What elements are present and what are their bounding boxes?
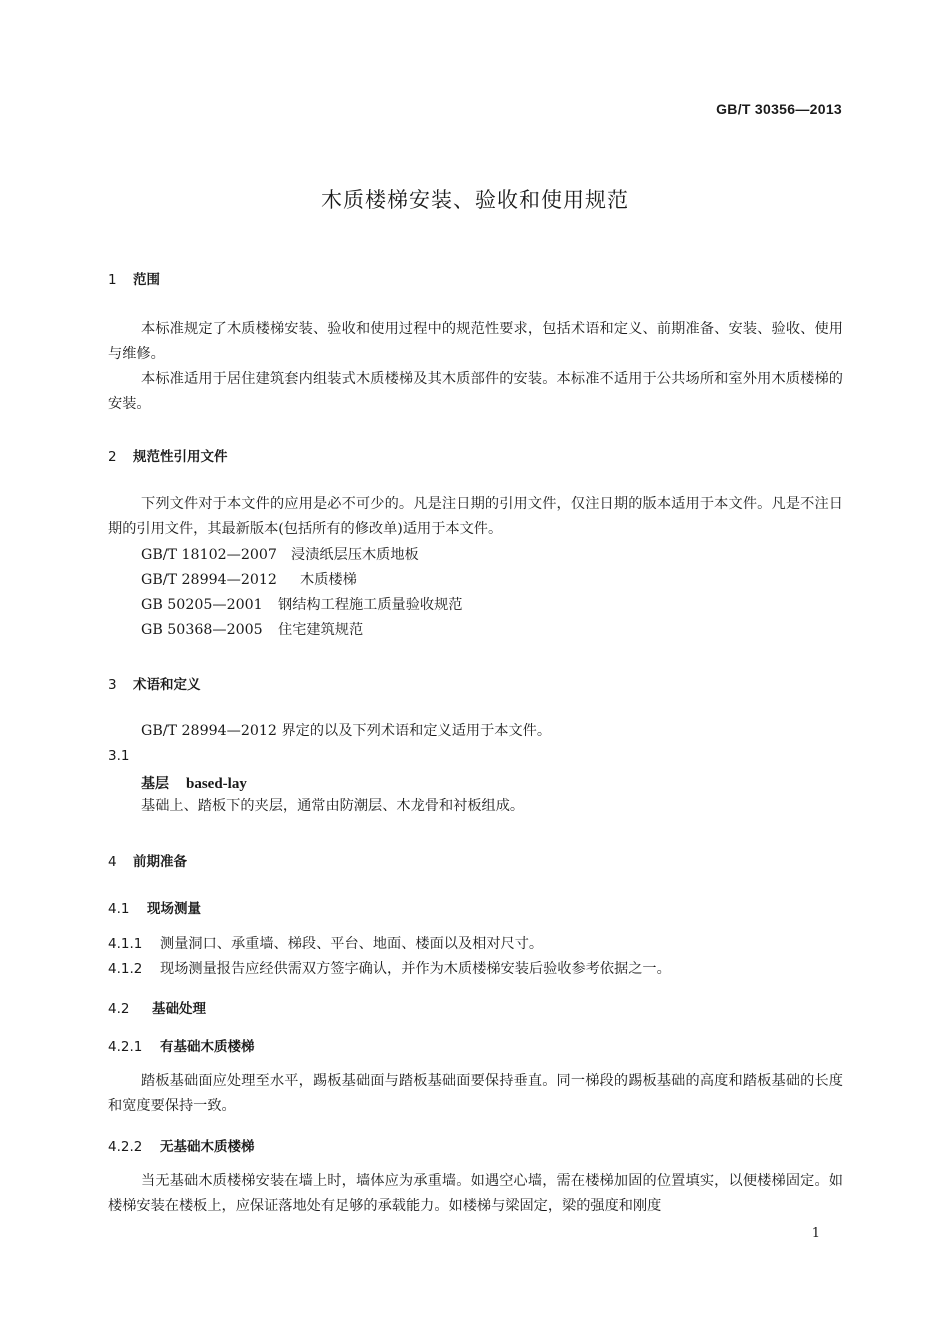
section-title: 术语和定义 (133, 677, 201, 693)
scope-paragraph-1: 本标准规定了木质楼梯安装、验收和使用过程中的规范性要求，包括术语和定义、前期准备、安装、验收、使用与维修。 (108, 321, 843, 362)
clause-4-2-1-paragraph: 踏板基础面应处理至水平，踢板基础面与踏板基础面要保持垂直。同一梯段的踢板基础的高度和踏板基础的长度和宽度要保持一致。 (108, 1073, 843, 1114)
section-title: 前期准备 (133, 854, 187, 870)
section-number: 2 (108, 449, 117, 465)
clause-4-2-2-paragraph: 当无基础木质楼梯安装在墙上时，墙体应为承重墙。如遇空心墙，需在楼梯加固的位置填实，以便楼梯固定。如楼梯安装在楼板上，应保证落地处有足够的承载能力。如楼梯与梁固定，梁的强度和刚度 (108, 1173, 843, 1214)
clause-number: 4.2.2 (108, 1139, 143, 1155)
reference-code: GB 50205—2001 (141, 597, 263, 613)
document-title: 木质楼梯安装、验收和使用规范 (321, 188, 629, 212)
term-definition: 基础上、踏板下的夹层，通常由防潮层、木龙骨和衬板组成。 (141, 798, 525, 814)
section-number: 1 (108, 272, 117, 288)
reference-code: GB/T 28994—2012 (141, 572, 277, 588)
subsection-title: 现场测量 (147, 901, 201, 917)
section-1-heading (108, 268, 160, 288)
section-number: 4 (108, 854, 117, 870)
scope-paragraph-2: 本标准适用于居住建筑套内组装式木质楼梯及其木质部件的安装。本标准不适用于公共场所和室外用木质楼梯的安装。 (108, 371, 843, 412)
clause-4-1-1 (108, 933, 543, 953)
clause-4-2-2-heading (108, 1135, 255, 1155)
reference-code: GB/T 18102—2007 (141, 547, 277, 563)
reference-name: 钢结构工程施工质量验收规范 (278, 597, 463, 613)
reference-item (141, 619, 363, 639)
term-number: 3.1 (108, 748, 130, 764)
section-title: 规范性引用文件 (133, 449, 228, 465)
subsection-number: 4.2 (108, 1001, 130, 1017)
section-2-heading (108, 445, 228, 465)
reference-item (141, 544, 419, 564)
reference-name: 浸渍纸层压木质地板 (291, 547, 419, 563)
standard-number: GB/T 30356—2013 (716, 101, 842, 117)
subsection-4-2-heading (108, 997, 206, 1017)
reference-code: GB 50368—2005 (141, 622, 263, 638)
clause-number: 4.1.2 (108, 961, 143, 977)
reference-name: 木质楼梯 (300, 572, 357, 588)
subsection-4-1-heading (108, 897, 201, 917)
subsection-title: 基础处理 (152, 1001, 206, 1017)
section-number: 3 (108, 677, 117, 693)
term-entry (141, 773, 247, 793)
section-title: 范围 (133, 272, 160, 288)
subsection-number: 4.1 (108, 901, 130, 917)
references-intro: 下列文件对于本文件的应用是必不可少的。凡是注日期的引用文件，仅注日期的版本适用于本文件。凡是不注日期的引用文件，其最新版本(包括所有的修改单)适用于本文件。 (108, 496, 843, 537)
clause-4-2-1-heading (108, 1035, 255, 1055)
term-chinese: 基层 (141, 776, 169, 792)
page-number: 1 (811, 1226, 820, 1241)
reference-name: 住宅建筑规范 (278, 622, 364, 638)
clause-text: 测量洞口、承重墙、梯段、平台、地面、楼面以及相对尺寸。 (160, 936, 544, 952)
clause-number: 4.2.1 (108, 1039, 143, 1055)
reference-item (141, 594, 462, 614)
clause-4-1-2 (108, 958, 671, 978)
term-english: based-lay (186, 776, 247, 792)
terms-intro: GB/T 28994—2012 界定的以及下列术语和定义适用于本文件。 (141, 723, 552, 739)
clause-number: 4.1.1 (108, 936, 143, 952)
section-4-heading (108, 850, 187, 870)
section-3-heading (108, 673, 201, 693)
clause-title: 有基础木质楼梯 (160, 1039, 255, 1055)
clause-title: 无基础木质楼梯 (160, 1139, 255, 1155)
clause-text: 现场测量报告应经供需双方签字确认，并作为木质楼梯安装后验收参考依据之一。 (160, 961, 671, 977)
reference-item (141, 569, 357, 589)
